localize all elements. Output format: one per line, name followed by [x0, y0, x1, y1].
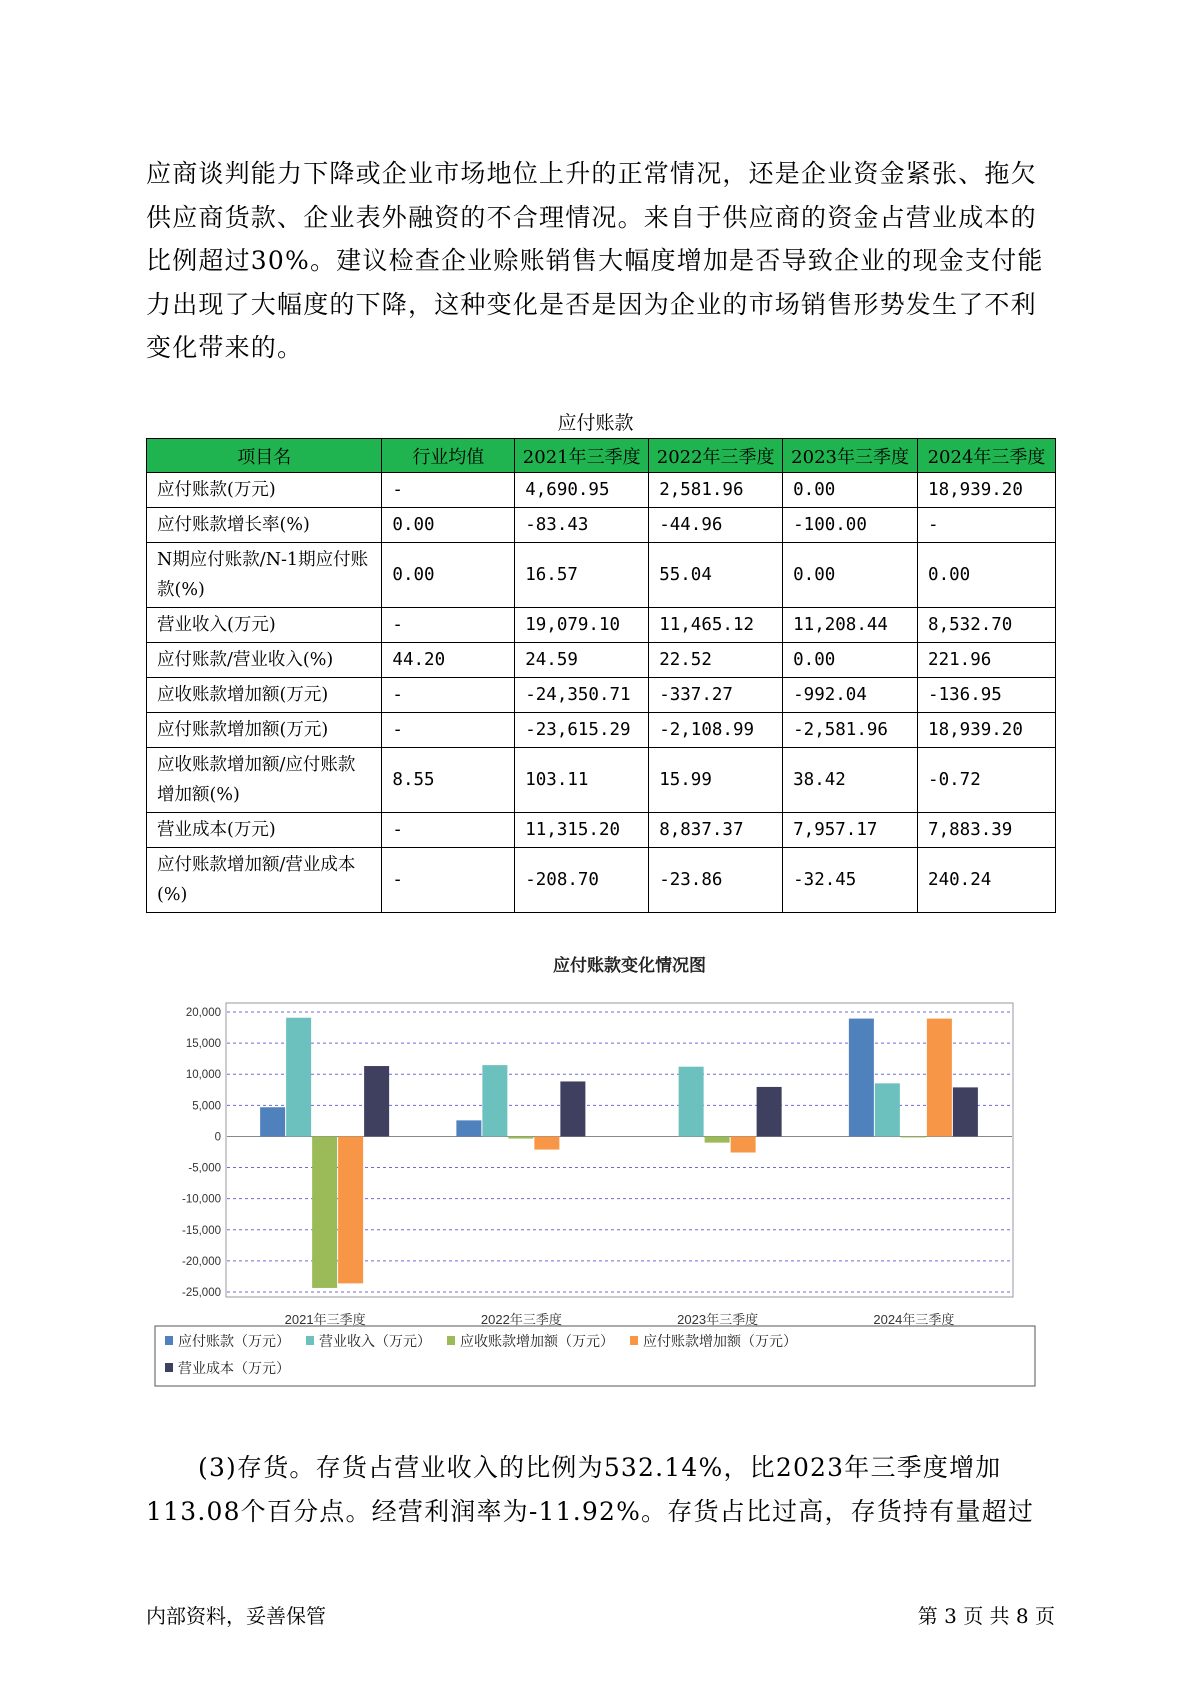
legend-entry: 应付账款（万元）	[178, 1333, 290, 1349]
x-tick-label: 2024年三季度	[873, 1312, 955, 1327]
bar	[849, 1019, 874, 1137]
bar	[286, 1018, 311, 1137]
table-header-row	[147, 439, 1056, 473]
y-tick-label: -5,000	[188, 1162, 221, 1175]
y-tick-label: 10,000	[185, 1069, 221, 1082]
table-cell: 4,690.95	[515, 473, 649, 508]
table-cell: 15.99	[649, 748, 783, 813]
table-cell: 11,465.12	[649, 608, 783, 643]
table-cell: 38.42	[783, 748, 918, 813]
body-paragraph-2	[146, 1446, 1056, 1533]
table-cell: -83.43	[515, 508, 649, 543]
chart-title: 应付账款变化情况图	[553, 956, 706, 975]
table-cell: 103.11	[515, 748, 649, 813]
table-row	[147, 678, 1056, 713]
y-tick-label: -25,000	[181, 1287, 221, 1299]
row-label: 应付账款(万元)	[147, 473, 382, 508]
table-cell: -	[382, 813, 515, 848]
table-cell: -23.86	[649, 848, 783, 913]
table-cell: -	[382, 713, 515, 748]
row-label: N期应付账款/N-1期应付账款(%)	[147, 543, 382, 608]
bar	[679, 1067, 704, 1137]
table-row	[147, 608, 1056, 643]
table-row	[147, 473, 1056, 508]
table-cell: 11,208.44	[783, 608, 918, 643]
table-cell: -44.96	[649, 508, 783, 543]
legend-swatch	[306, 1336, 314, 1345]
legend-swatch	[165, 1363, 173, 1372]
table-cell: 0.00	[382, 543, 515, 608]
table-row	[147, 508, 1056, 543]
table-cell: 55.04	[649, 543, 783, 608]
table-row	[147, 643, 1056, 678]
table-row	[147, 713, 1056, 748]
table-cell: 240.24	[918, 848, 1056, 913]
legend-swatch	[447, 1336, 455, 1345]
table-cell: 18,939.20	[918, 713, 1056, 748]
table-cell: -24,350.71	[515, 678, 649, 713]
row-label: 营业成本(万元)	[147, 813, 382, 848]
table-row	[147, 848, 1056, 913]
y-tick-label: -15,000	[181, 1224, 221, 1237]
bar	[927, 1019, 952, 1137]
table-row	[147, 813, 1056, 848]
header-cell: 行业均值	[382, 439, 515, 473]
bar	[901, 1136, 926, 1137]
table-cell: -100.00	[783, 508, 918, 543]
table-cell: 7,957.17	[783, 813, 918, 848]
table-cell: 7,883.39	[918, 813, 1056, 848]
table-caption: 应付账款	[557, 412, 634, 434]
bar	[482, 1065, 507, 1136]
table-cell: -2,581.96	[783, 713, 918, 748]
table-row	[147, 543, 1056, 608]
table-cell: -	[382, 608, 515, 643]
bar	[731, 1136, 756, 1152]
legend-swatch	[165, 1336, 173, 1345]
table-cell: 221.96	[918, 643, 1056, 678]
row-label: 应收账款增加额(万元)	[147, 678, 382, 713]
table-cell: 0.00	[783, 473, 918, 508]
y-tick-label: 15,000	[185, 1038, 221, 1051]
table-cell: -23,615.29	[515, 713, 649, 748]
table-cell: 8.55	[382, 748, 515, 813]
row-label: 应收账款增加额/应付账款增加额(%)	[147, 748, 382, 813]
x-tick-label: 2021年三季度	[284, 1312, 366, 1327]
table-cell: -992.04	[783, 678, 918, 713]
bar	[364, 1066, 389, 1136]
footer-page-number: 第 3 页 共 8 页	[917, 1604, 1055, 1628]
bar	[534, 1136, 559, 1149]
table-cell: 19,079.10	[515, 608, 649, 643]
x-tick-label: 2022年三季度	[480, 1312, 562, 1327]
bar-chart	[145, 953, 1045, 1405]
table-cell: 0.00	[783, 543, 918, 608]
table-cell: 18,939.20	[918, 473, 1056, 508]
header-cell: 2021年三季度	[515, 439, 649, 473]
body-paragraph-1: 应商谈判能力下降或企业市场地位上升的正常情况，还是企业资金紧张、拖欠供应商货款、企业表外融资的不合理情况。来自于供应商的资金占营业成本的比例超过30%。建议检查企业赊账销售大幅度增加是否导致企业的现金支付能力出现了大幅度的下降，这种变化是否是因为企业的市场销售形势发生了不利变化带来的。	[146, 159, 1044, 362]
header-cell: 2023年三季度	[783, 439, 918, 473]
legend-entry: 应收账款增加额（万元）	[460, 1333, 614, 1349]
row-label: 应付账款增长率(%)	[147, 508, 382, 543]
table-cell: -208.70	[515, 848, 649, 913]
header-cell: 2024年三季度	[918, 439, 1056, 473]
bar	[456, 1120, 481, 1136]
y-tick-label: 20,000	[185, 1007, 221, 1019]
legend-entry: 应付账款增加额（万元）	[643, 1333, 797, 1349]
table-cell: -	[382, 848, 515, 913]
table-cell: 8,837.37	[649, 813, 783, 848]
header-cell: 项目名	[147, 439, 382, 473]
bar	[338, 1136, 363, 1283]
table-cell: 8,532.70	[918, 608, 1056, 643]
row-label: 应付账款增加额/营业成本(%)	[147, 848, 382, 913]
table-cell: 24.59	[515, 643, 649, 678]
x-tick-label: 2023年三季度	[677, 1312, 759, 1327]
table-cell: 0.00	[783, 643, 918, 678]
row-label: 营业收入(万元)	[147, 608, 382, 643]
row-label: 应付账款/营业收入(%)	[147, 643, 382, 678]
table-cell: -2,108.99	[649, 713, 783, 748]
bar	[560, 1081, 585, 1136]
table-cell: 0.00	[918, 543, 1056, 608]
y-tick-label: -20,000	[181, 1255, 221, 1268]
table-row	[147, 748, 1056, 813]
bar	[705, 1136, 730, 1142]
table-cell: -32.45	[783, 848, 918, 913]
table-cell: -136.95	[918, 678, 1056, 713]
footer-confidential: 内部资料，妥善保管	[146, 1604, 326, 1628]
bar	[757, 1087, 782, 1137]
table-cell: 44.20	[382, 643, 515, 678]
table-cell: 22.52	[649, 643, 783, 678]
y-tick-label: -10,000	[181, 1193, 221, 1206]
bar	[875, 1083, 900, 1136]
accounts-payable-table	[146, 438, 1056, 913]
y-tick-label: 0	[214, 1131, 221, 1144]
row-label: 应付账款增加额(万元)	[147, 713, 382, 748]
legend-entry: 营业收入（万元）	[319, 1333, 431, 1349]
legend-entry: 营业成本（万元）	[178, 1360, 290, 1376]
table-cell: 2,581.96	[649, 473, 783, 508]
bar	[312, 1136, 337, 1288]
legend-swatch	[630, 1336, 638, 1345]
table-cell: 0.00	[382, 508, 515, 543]
table-cell: -	[382, 678, 515, 713]
y-tick-label: 5,000	[192, 1100, 221, 1113]
header-cell: 2022年三季度	[649, 439, 783, 473]
table-cell: -	[382, 473, 515, 508]
table-cell: 11,315.20	[515, 813, 649, 848]
bar	[260, 1107, 285, 1136]
table-cell: -0.72	[918, 748, 1056, 813]
paragraph-2-text: (3)存货。存货占营业收入的比例为532.14%，比2023年三季度增加113.08个百分点。经营利润率为-11.92%。存货占比过高，存货持有量超过	[146, 1453, 1035, 1526]
bar	[508, 1136, 533, 1138]
table-cell: -337.27	[649, 678, 783, 713]
bar	[953, 1087, 978, 1136]
table-cell: 16.57	[515, 543, 649, 608]
table-cell: -	[918, 508, 1056, 543]
